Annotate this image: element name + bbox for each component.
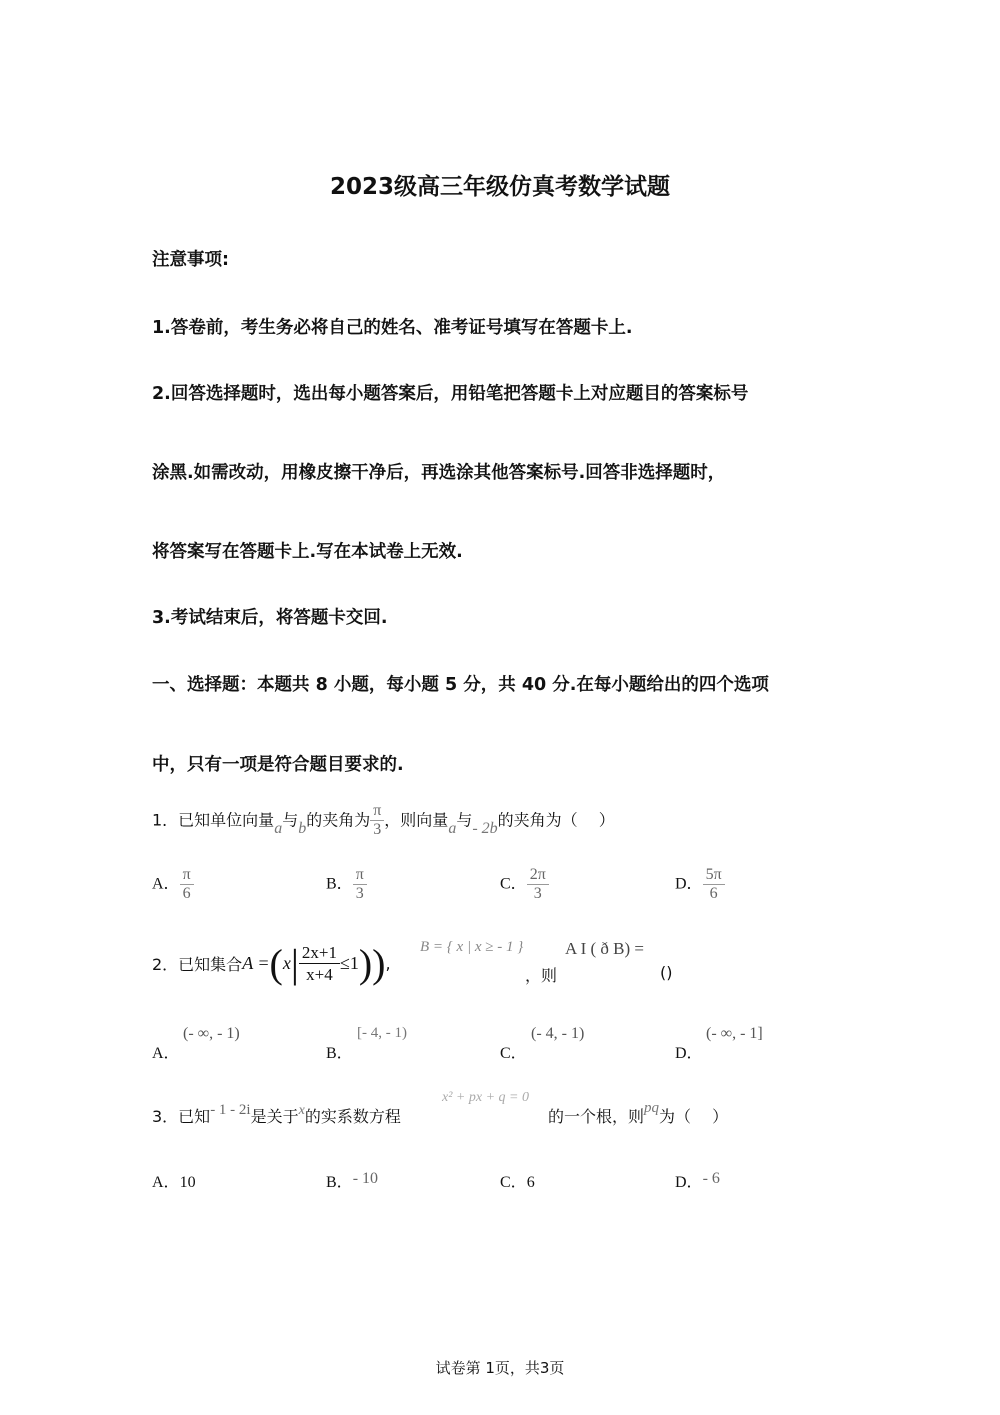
q1-option-b[interactable]: B． $\frac{\pi}{3}$ (326, 866, 367, 904)
q3-option-c[interactable]: C．6 (500, 1174, 535, 1191)
note-item-1: 1.答卷前，考生务必将自己的姓名、准考证号填写在答题卡上. (152, 318, 633, 338)
q1-option-c[interactable]: C． $\frac{2\pi}{3}$ (500, 866, 549, 904)
q2-option-d[interactable]: D． (675, 1045, 703, 1062)
page-footer: 试卷第 1页，共3页 (435, 1359, 565, 1377)
product-pq: pq (644, 1100, 660, 1116)
q2-text: 2．已知集合 (152, 955, 243, 974)
set-a-fraction: $\frac{2x+1}{x+4}$ (299, 942, 340, 986)
set-expression: A I ( ð B) = (565, 939, 644, 958)
note-item-3: 3.考试结束后，将答题卡交回. (152, 608, 388, 628)
question-2 (152, 940, 391, 987)
vector-expression: - 2b (472, 820, 498, 838)
set-a-variable: x (282, 953, 291, 973)
q2-option-a-value: (- ∞, - 1) (183, 1025, 240, 1042)
q3-text: 的实系数方程 (304, 1107, 401, 1126)
q1-option-d[interactable]: D． $\frac{5\pi}{6}$ (675, 866, 725, 904)
q3-option-b[interactable]: B．- 10 (326, 1170, 379, 1191)
q2-option-c-value: (- 4, - 1) (531, 1025, 585, 1042)
q1-text: 1．已知单位向量 (152, 810, 275, 830)
q2-option-a[interactable]: A． (152, 1045, 180, 1062)
page-title: 2023级高三年级仿真考数学试题 (329, 174, 670, 200)
q1-text: 与 (282, 810, 299, 830)
q3-text: 为（ ） (659, 1107, 729, 1126)
q1-text: 的夹角为 (306, 810, 371, 830)
question-3-cont (548, 1100, 729, 1127)
notes-header: 注意事项: (152, 250, 229, 270)
note-item-2-line-3: 将答案写在答题卡上.写在本试卷上无效. (152, 542, 463, 562)
question-3 (152, 1104, 401, 1127)
q1-option-a[interactable]: A． $\frac{\pi}{6}$ (152, 866, 194, 904)
variable-x: x (298, 1103, 305, 1118)
q3-option-d[interactable]: D．- 6 (675, 1170, 720, 1191)
question-1 (152, 802, 615, 840)
set-a-inequality: ≤1 (339, 953, 359, 973)
left-brace: ( (269, 941, 283, 986)
complex-root: - 1 - 2i (210, 1102, 251, 1118)
section-heading-line-1: 一、选择题：本题共 8 小题，每小题 5 分，共 40 分.在每小题给出的四个选项 (152, 675, 769, 695)
vector-b: b (298, 820, 307, 838)
q2-option-b[interactable]: B． (326, 1045, 353, 1062)
set-b: B = { x | x ≥ - 1 } (420, 939, 524, 955)
note-item-2-line-2: 涂黑.如需改动，用橡皮擦干净后，再选涂其他答案标号.回答非选择题时， (152, 463, 726, 483)
q2-option-c[interactable]: C． (500, 1045, 527, 1062)
q1-text: 的夹角为（ ） (497, 810, 615, 830)
quadratic-equation: x² + px + q = 0 (442, 1090, 529, 1105)
section-heading-line-2: 中，只有一项是符合题目要求的. (152, 755, 404, 775)
right-brace: )) (358, 941, 386, 986)
set-a-label: A = (242, 953, 270, 973)
q1-text: 与 (456, 810, 473, 830)
angle-fraction: $\frac{\pi}{3}$ (370, 802, 384, 840)
q3-option-a[interactable]: A．10 (152, 1174, 196, 1191)
vector-a: a (274, 820, 283, 838)
q2-option-d-value: (- ∞, - 1] (706, 1025, 763, 1042)
q3-text: 的一个根，则 (548, 1107, 645, 1126)
q2-text: , (385, 954, 391, 973)
q2-answer-paren: () (660, 963, 673, 982)
vector-a: a (448, 820, 457, 838)
q3-text: 3．已知 (152, 1107, 211, 1126)
q2-text: ，则 (525, 966, 558, 985)
q2-option-b-value: [- 4, - 1) (357, 1025, 407, 1041)
set-separator: | (290, 941, 299, 986)
note-item-2-line-1: 2.回答选择题时，选出每小题答案后，用铅笔把答题卡上对应题目的答案标号 (152, 384, 749, 404)
q3-text: 是关于 (250, 1107, 299, 1126)
q1-text: ，则向量 (384, 810, 449, 830)
